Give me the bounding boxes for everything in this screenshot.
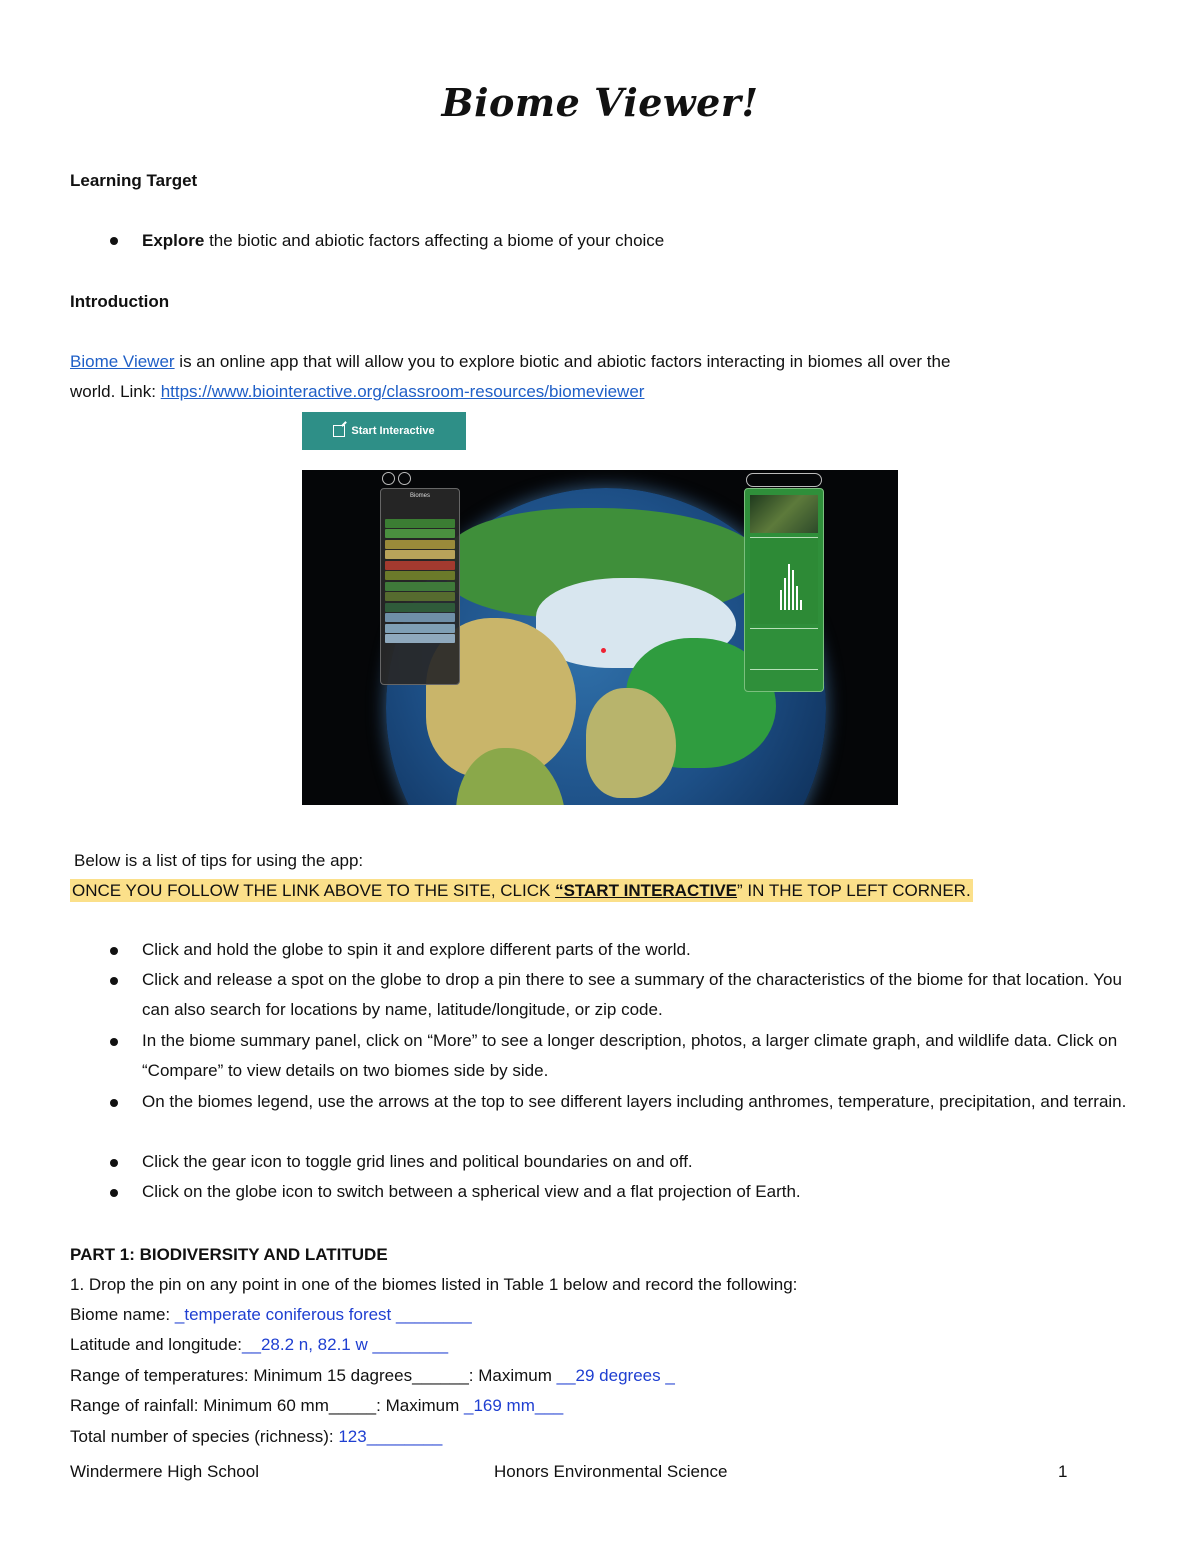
part1-instruction: 1. Drop the pin on any point in one of the biomes listed in Table 1 below and record the following: <box>70 1275 798 1294</box>
temp-label: Range of temperatures: Minimum <box>70 1366 327 1385</box>
external-link-icon <box>333 425 345 437</box>
temp-max-value[interactable]: __29 degrees _ <box>556 1366 675 1385</box>
bullet-dot <box>110 1038 118 1046</box>
comments-tab[interactable] <box>746 473 822 487</box>
introduction-heading: Introduction <box>70 292 170 311</box>
footer-course: Honors Environmental Science <box>494 1462 728 1481</box>
tip-item: Click and hold the globe to spin it and explore different parts of the world. <box>142 940 691 959</box>
intro-text: is an online app that will allow you to explore biotic and abiotic factors interacting in biomes all over the <box>174 352 951 371</box>
tip-item: In the biome summary panel, click on “More” to see a longer description, photos, a larger climate graph, and wildlife data. Click on “Compare” to view details on two biomes side by side. <box>142 1031 1118 1080</box>
rain-max-value[interactable]: _169 mm___ <box>464 1396 564 1415</box>
latlong-line <box>70 1334 448 1356</box>
biome-viewer-screenshot <box>302 470 898 805</box>
tip-item: Click on the globe icon to switch between a spherical view and a flat projection of Earth. <box>142 1182 801 1201</box>
part1-heading: PART 1: BIODIVERSITY AND LATITUDE <box>70 1245 388 1264</box>
biointeractive-url-link[interactable]: https://www.biointeractive.org/classroom-resources/biomeviewer <box>160 382 645 401</box>
start-interactive-button[interactable] <box>302 412 466 450</box>
link-prefix: world. Link: <box>70 382 161 401</box>
latlong-label: Latitude and longitude: <box>70 1335 243 1354</box>
intro-line-1 <box>70 351 950 373</box>
biome-name-line <box>70 1304 472 1326</box>
species-value[interactable]: 123________ <box>338 1427 443 1446</box>
biome-viewer-link[interactable]: Biome Viewer <box>70 352 175 371</box>
notice-part-a: ONCE YOU FOLLOW THE LINK ABOVE TO THE SITE, CLICK <box>72 881 556 900</box>
species-label: Total number of species (richness): <box>70 1427 339 1446</box>
tip-item: Click and release a spot on the globe to drop a pin there to see a summary of the characteristics of the biome for that location. You can also search for locations by name, latitude/longitude, or zip code. <box>142 970 1122 1019</box>
bullet-dot <box>110 1189 118 1197</box>
biome-name-label: Biome name: <box>70 1305 175 1324</box>
bullet-dot <box>110 1159 118 1167</box>
bullet-dot <box>110 237 118 245</box>
biome-summary-panel <box>744 488 824 692</box>
tip-item: On the biomes legend, use the arrows at the top to see different layers including anthromes, temperature, precipitation, and terrain. <box>142 1092 1127 1111</box>
rain-min[interactable]: Range of rainfall: Minimum 60 mm_____ <box>70 1396 377 1415</box>
biome-name-value[interactable]: _temperate coniferous forest ________ <box>174 1305 472 1324</box>
temp-max-label: : Maximum <box>468 1366 557 1385</box>
temperature-line <box>70 1365 675 1387</box>
intro-line-2 <box>70 381 644 403</box>
globe-icon[interactable] <box>398 472 411 485</box>
tip-item: Click the gear icon to toggle grid lines and political boundaries on and off. <box>142 1152 693 1171</box>
bullet-dot <box>110 1099 118 1107</box>
latlong-value[interactable]: __28.2 n, 82.1 w ________ <box>242 1335 449 1354</box>
notice-highlight <box>70 879 973 902</box>
notice-start-interactive: “START INTERACTIVE <box>555 881 738 900</box>
page-title: Biome Viewer! <box>441 80 759 125</box>
biomes-legend-panel: Biomes <box>380 488 460 685</box>
learning-target-text: the biotic and abiotic factors affecting a biome of your choice <box>204 231 665 250</box>
learning-target-heading: Learning Target <box>70 171 198 190</box>
explore-word: Explore <box>142 231 205 250</box>
gear-icon[interactable] <box>382 472 395 485</box>
start-interactive-label: Start Interactive <box>351 425 435 437</box>
temp-min-value[interactable]: 15 dagrees______ <box>327 1366 469 1385</box>
rainfall-line <box>70 1395 563 1417</box>
tips-intro: Below is a list of tips for using the app: <box>74 851 364 870</box>
start-notice <box>70 880 973 902</box>
footer-school: Windermere High School <box>70 1462 259 1481</box>
species-line <box>70 1426 442 1448</box>
bullet-dot <box>110 977 118 985</box>
rain-max-label: : Maximum <box>376 1396 464 1415</box>
bullet-dot <box>110 947 118 955</box>
notice-part-c: ” IN THE TOP LEFT CORNER. <box>737 881 971 900</box>
learning-target-item <box>142 230 664 252</box>
footer-page-number: 1 <box>1058 1462 1068 1481</box>
